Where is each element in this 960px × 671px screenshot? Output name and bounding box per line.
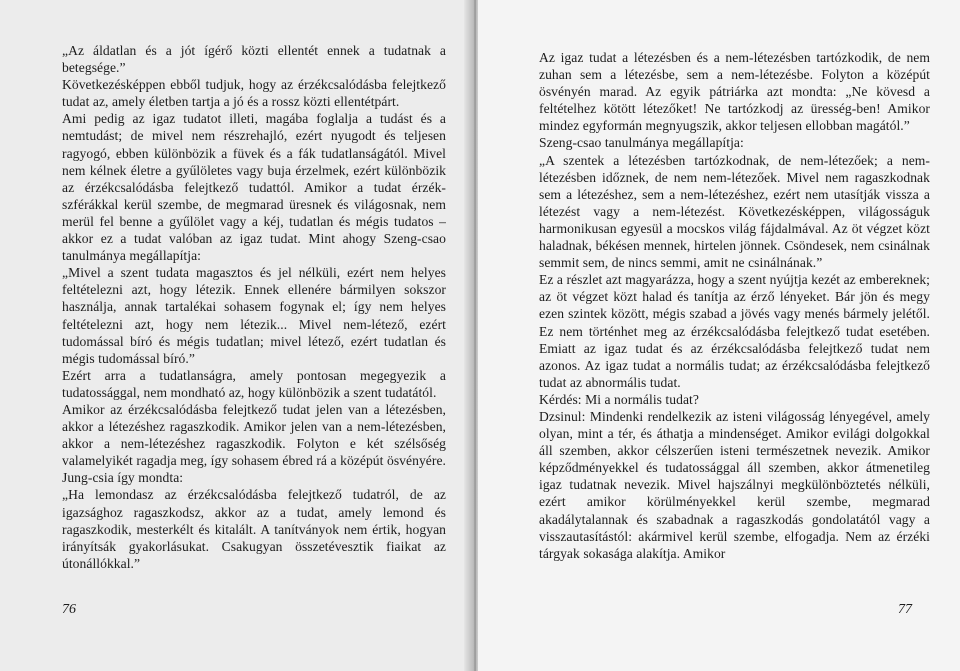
left-page	[0, 0, 472, 671]
left-page-text	[62, 42, 446, 572]
right-paragraph: Ez a részlet azt magyarázza, hogy a szent nyújtja kezét az embereknek; az öt végzet közt halad és tanítja az érző lényeket. Bár jön és megy ezen szintek között, mégis szabad a jövés vagy menés bármely jelétől. Ez nem történhet meg az érzékcsalódásba felejtkező tudat esetében. Emiatt az igaz tudat és az érzékcsalódásba felejtkező tudat nem azonos. Az igaz tudat a normális tudat; az érzékcsalódásba felejtkező tudat az abnormális tudat.	[539, 272, 930, 390]
left-paragraph: Következésképpen ebből tudjuk, hogy az érzékcsalódásba felejtkező tudat az, amely életben tartja a jó és a rossz közti ellentétpárt.	[62, 77, 446, 110]
left-paragraph: „Ha lemondasz az érzékcsalódásba felejtkező tudatról, de az igazsághoz ragaszkodsz, akkor az a tudat, amely lemond és ragaszkodik, mesterkélt és kitalált. A tanítványok nem értik, hogyan irányítsák gyakorlásukat. Csakugyan összetévesztik fiaikat az útonállókkal.”	[62, 487, 446, 571]
right-paragraph: Szeng-csao tanulmánya megállapítja:	[539, 135, 744, 151]
left-paragraph: Amikor az érzékcsalódásba felejtkező tudat jelen van a létezésben, akkor a létezéshez ragaszkodik. Amikor jelen van a nem-létezésben, akkor a nem-létezéshez ragaszkodik. Folyton e két szélsőség valamelyikét ragadja meg, így sohasem ébred rá a középút ösvényére. Jung-csia így mondta:	[62, 401, 446, 486]
left-paragraph: „Mivel a szent tudata magasztos és jel nélküli, ezért nem helyes feltételezni azt, hogy létezik. Ennek ellenére bármilyen sokszor használja, annak tartalékai sohasem fogynak el; így nem helyes feltételezni azt, hogy nem létezik... Mivel nem-létező, ezért tudomással bíró és mégis tudatlan; mivel létező, ezért tudatlan és mégis tudomással bíró.”	[62, 265, 446, 366]
left-paragraph: Ezért arra a tudatlanságra, amely pontosan megegyezik a tudatossággal, nem mondható az, hogy különbözik a szent tudatától.	[62, 367, 446, 400]
right-paragraph: „A szentek a létezésben tartózkodnak, de nem-létezőek; a nem-létezésben időznek, de nem nem-létezőek. Mivel nem ragaszkodnak sem a létezéshez, sem a nem-létezéshez, ezért nem utasítják vissza a létezést vagy a nem-létezést. Következésképpen, világosságuk harmonikusan egyesül a mocskos világ fájdalmával. Az öt végzet közt haladnak, békésen mennek, hirtelen jönnek. Csöndesek, nem csinálnak semmit sem, de nincs semmi, amit ne csinálnának.”	[539, 152, 930, 271]
right-page-text	[539, 49, 930, 562]
page-number-right: 77	[898, 602, 912, 617]
right-paragraph: Kérdés: Mi a normális tudat?	[539, 391, 699, 407]
left-paragraph: Ami pedig az igaz tudatot illeti, magába foglalja a tudást és a nemtudást; de mivel nem részrehajló, ezért nyugodt és teljesen ragyogó, ebben különbözik a füvek és a fák tudatlanságától. Mivel nem kélnek életre a gyűlöletes vagy buja érzelmek, ezért különbözik az érzékcsalódásba felejtkező tudattól. Amikor a tudat érzék-szférákkal kerül szembe, de megmarad üresnek és világosnak, nem merül fel benne a gyűlölet vagy a kéj, tudatlan és mégis tudatos – akkor ez a tudat valóban az igaz tudat. Mint ahogy Szeng-csao tanulmánya megállapítja:	[62, 111, 446, 264]
page-number-left: 76	[62, 602, 76, 617]
right-paragraph: Dzsinul: Mindenki rendelkezik az isteni világosság lényegével, amely olyan, mint a tér, és áthatja a mindenséget. Amikor evilági dolgokkal áll szemben, akkor célszerűen isteni természetnek nevezik. Amikor képződményekkel és tudatossággal áll szemben, akkor átmenetileg igaz tudatnak nevezik. Mivel hajszálnyi megkülönböztetés nélküli, ezért amikor körülményekkel kerül szembe, megmarad akadálytalannak és szabadnak a ragaszkodás gondolatától vagy a visszautasítástól: akármivel kerül szembe, elfogadja. Nem az érzéki tárgyak sokasága alakítja. Amikor	[539, 408, 930, 561]
right-page	[478, 0, 960, 671]
left-paragraph: „Az áldatlan és a jót ígérő közti ellentét ennek a tudatnak a betegsége.”	[62, 43, 446, 76]
right-paragraph: Az igaz tudat a létezésben és a nem-létezésben tartózkodik, de nem zuhan sem a létezésbe, sem a nem-létezésbe. Folyton a középút ösvényén marad. Az egyik pátriárka azt mondta: „Ne kövesd a feltételhez kötött létezőket! Ne tartózkodj az üresség-ben! Amikor mindez egyformán megnyugszik, akkor teljesen ellobban magától.”	[539, 50, 930, 134]
